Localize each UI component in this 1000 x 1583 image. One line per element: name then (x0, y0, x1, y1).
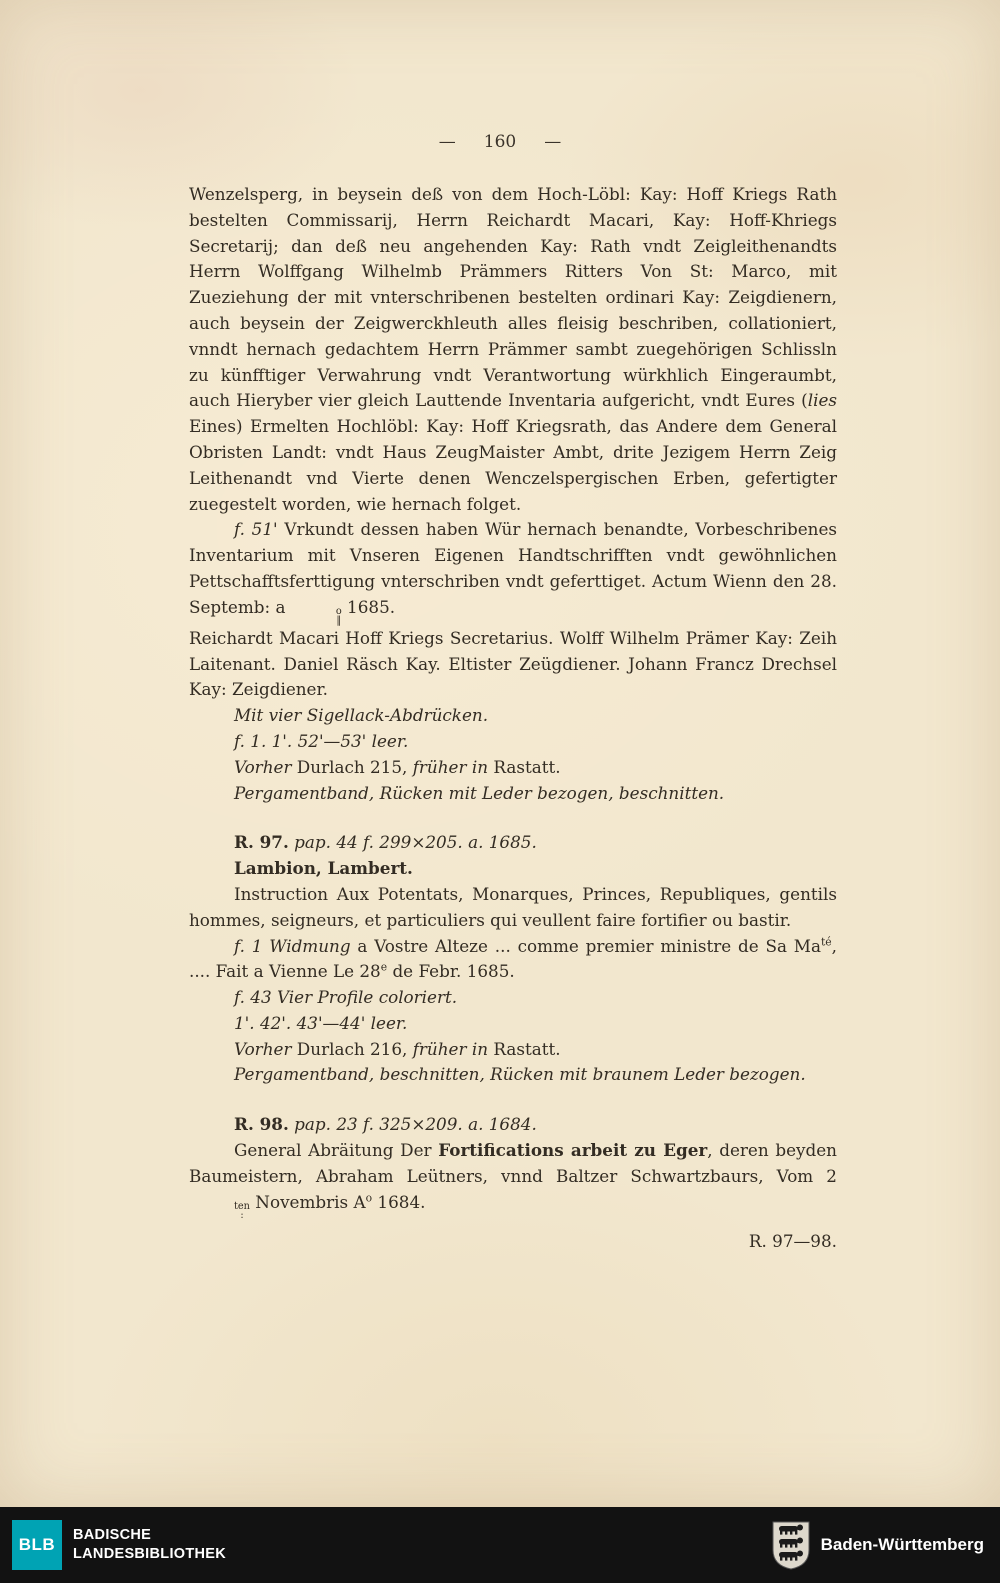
library-name-line1: BADISCHE (73, 1527, 152, 1544)
text-segment: Mit vier Sigellack-Abdrücken. (234, 705, 489, 726)
text-segment: o (365, 1191, 373, 1205)
text-segment: lies (807, 390, 837, 411)
footer-right-group (771, 1520, 984, 1570)
text-segment: Vorher (234, 756, 292, 777)
text-segment: Durlach 215, (291, 756, 413, 777)
text-segment: , deren beyden Baumeistern, Abraham Leütners, vnnd Baltzer Schwartzbaurs, Vom 2 (189, 1140, 837, 1186)
paragraph-provenance-215 (189, 755, 837, 781)
text-segment: früher in (412, 756, 489, 777)
stacked-abbreviation: ten : (234, 1201, 250, 1221)
text-segment: R. 97. (234, 832, 289, 853)
page-number: 160 (483, 132, 517, 152)
text-segment: General Abräitung Der (234, 1140, 439, 1161)
text-segment: Rastatt. (488, 756, 561, 777)
page-number-left-dash: — (438, 132, 456, 152)
page-number-right-dash: — (544, 132, 562, 152)
spacer (189, 1221, 837, 1229)
text-segment: f. 43 Vier Profile coloriert. (234, 987, 458, 1008)
text-segment: R. 98. (234, 1114, 289, 1135)
text-segment: 1685. (341, 596, 396, 617)
text-segment: f. 51' (234, 519, 278, 540)
spacer (189, 806, 837, 830)
widmung-r97 (189, 934, 837, 986)
text-segment: Durlach 216, (291, 1038, 413, 1059)
stacked-abbreviation: o ‖ (335, 606, 342, 626)
paragraph-seals (189, 703, 837, 729)
text-segment: de Febr. 1685. (387, 961, 515, 982)
footer-bar (0, 1507, 1000, 1583)
text-segment: a Vostre Alteze ... comme premier ministre de Sa Ma (350, 935, 821, 956)
text-segment: R. 97—98. (748, 1230, 837, 1251)
author-r97 (189, 856, 837, 882)
text-segment: Fortifications arbeit zu Eger (438, 1140, 708, 1161)
library-name-line2: LANDESBIBLIOTHEK (73, 1546, 227, 1562)
text-segment: pap. 44 f. 299×205. a. 1685. (288, 832, 537, 853)
text-block (189, 182, 837, 1254)
text-segment: Pergamentband, beschnitten, Rücken mit braunem Leder bezogen. (234, 1064, 806, 1085)
text-segment: e (380, 960, 388, 974)
running-entry-range (189, 1229, 837, 1255)
text-segment: Lambion, Lambert. (234, 858, 413, 879)
text-segment: Novembris A (249, 1191, 366, 1212)
binding-r97 (189, 1062, 837, 1088)
region-label: Baden-Württemberg (820, 1535, 984, 1554)
text-segment: Vorher (234, 1038, 292, 1059)
footer-left-group (12, 1520, 226, 1570)
text-segment: früher in (412, 1038, 489, 1059)
blb-logo[interactable] (12, 1520, 62, 1570)
profile-r97 (189, 985, 837, 1011)
title-r98 (189, 1138, 837, 1221)
text-segment: Reichardt Macari Hoff Kriegs Secretarius. Wolff Wilhelm Prämer Kay: Zeih Laitenant. Daniel Räsch Kay. Eltister Zeügdiener. Johann Francz Drechsel Kay: Zeigdiener. (189, 627, 837, 700)
text-segment: Vrkundt dessen haben Wür hernach benandte, Vorbeschribenes Inventarium mit Vnseren Eigenen Handtschrifften vndt gewöhnlichen Pettschafftsferttigung vnterschriben vndt geferttiget. Actum Wienn den 28. Septemb: a (189, 519, 837, 617)
provenance-r97 (189, 1037, 837, 1063)
text-segment: pap. 23 f. 325×209. a. 1684. (288, 1114, 537, 1135)
entry-heading-r98 (189, 1112, 837, 1138)
library-name (73, 1526, 226, 1564)
paragraph-leer-folios (189, 729, 837, 755)
text-segment: Wenzelsperg, in beysein deß von dem Hoch-Löbl: Kay: Hoff Kriegs Rath bestelten Commissarij, Herrn Reichardt Macari, Kay: Hoff-Khriegs Secretarij; dan deß neu angehenden Kay: Rath vndt Zeigleithenandts Herrn Wolffgang Wilhelmb Prämmers Ritters Von St: Marco, mit Zueziehung der mit vnterschribenen bestelten ordinari Kay: Zeigdienern, auch beysein der Zeigwerckhleuth alles fleisig beschriben, collationiert, vnndt hernach gedachtem Herrn Prämmer sambt zuegehörigen Schlissln zu künfftiger Verwahrung vndt Verantwortung würkhlich Eingeraumbt, auch Hieryber vier gleich Lauttende Inventaria aufgericht, vndt Eures ( (189, 184, 837, 411)
text-segment: Rastatt. (488, 1038, 561, 1059)
paragraph-vrkundt (189, 517, 837, 625)
text-segment: Pergamentband, Rücken mit Leder bezogen, beschnitten. (234, 782, 725, 803)
blb-logo-text: BLB (18, 1535, 56, 1554)
paragraph-signatures (189, 626, 837, 703)
text-segment: Eines) Ermelten Hochlöbl: Kay: Hoff Kriegsrath, das Andere dem General Obristen Landt: vndt Haus ZeugMaister Ambt, drite Jezigem Herrn Zeig Leithenandt vnd Vierte denen Wenczelspergischen Erben, gefertigter zuegestelt worden, wie hernach folget. (189, 416, 837, 514)
title-r97 (189, 882, 837, 934)
paragraph-inventory-protocol (189, 182, 837, 517)
paragraph-binding-r96 (189, 781, 837, 807)
baden-wuerttemberg-coat-of-arms-icon (771, 1520, 811, 1570)
text-segment: , .... Fait a Vienne Le 28 (189, 935, 837, 982)
text-segment: Instruction Aux Potentats, Monarques, Princes, Republiques, gentils hommes, seigneurs, et particuliers qui veullent faire fortifier ou bastir. (189, 883, 837, 930)
page-number-row (0, 132, 1000, 152)
text-segment: f. 1 Widmung (234, 935, 351, 956)
leer-r97 (189, 1011, 837, 1037)
entry-heading-r97 (189, 830, 837, 856)
text-segment: té (820, 934, 832, 948)
text-segment: 1'. 42'. 43'—44' leer. (234, 1012, 408, 1033)
text-segment: 1684. (372, 1191, 426, 1212)
text-segment: f. 1. 1'. 52'—53' leer. (234, 730, 409, 751)
spacer (189, 1088, 837, 1112)
